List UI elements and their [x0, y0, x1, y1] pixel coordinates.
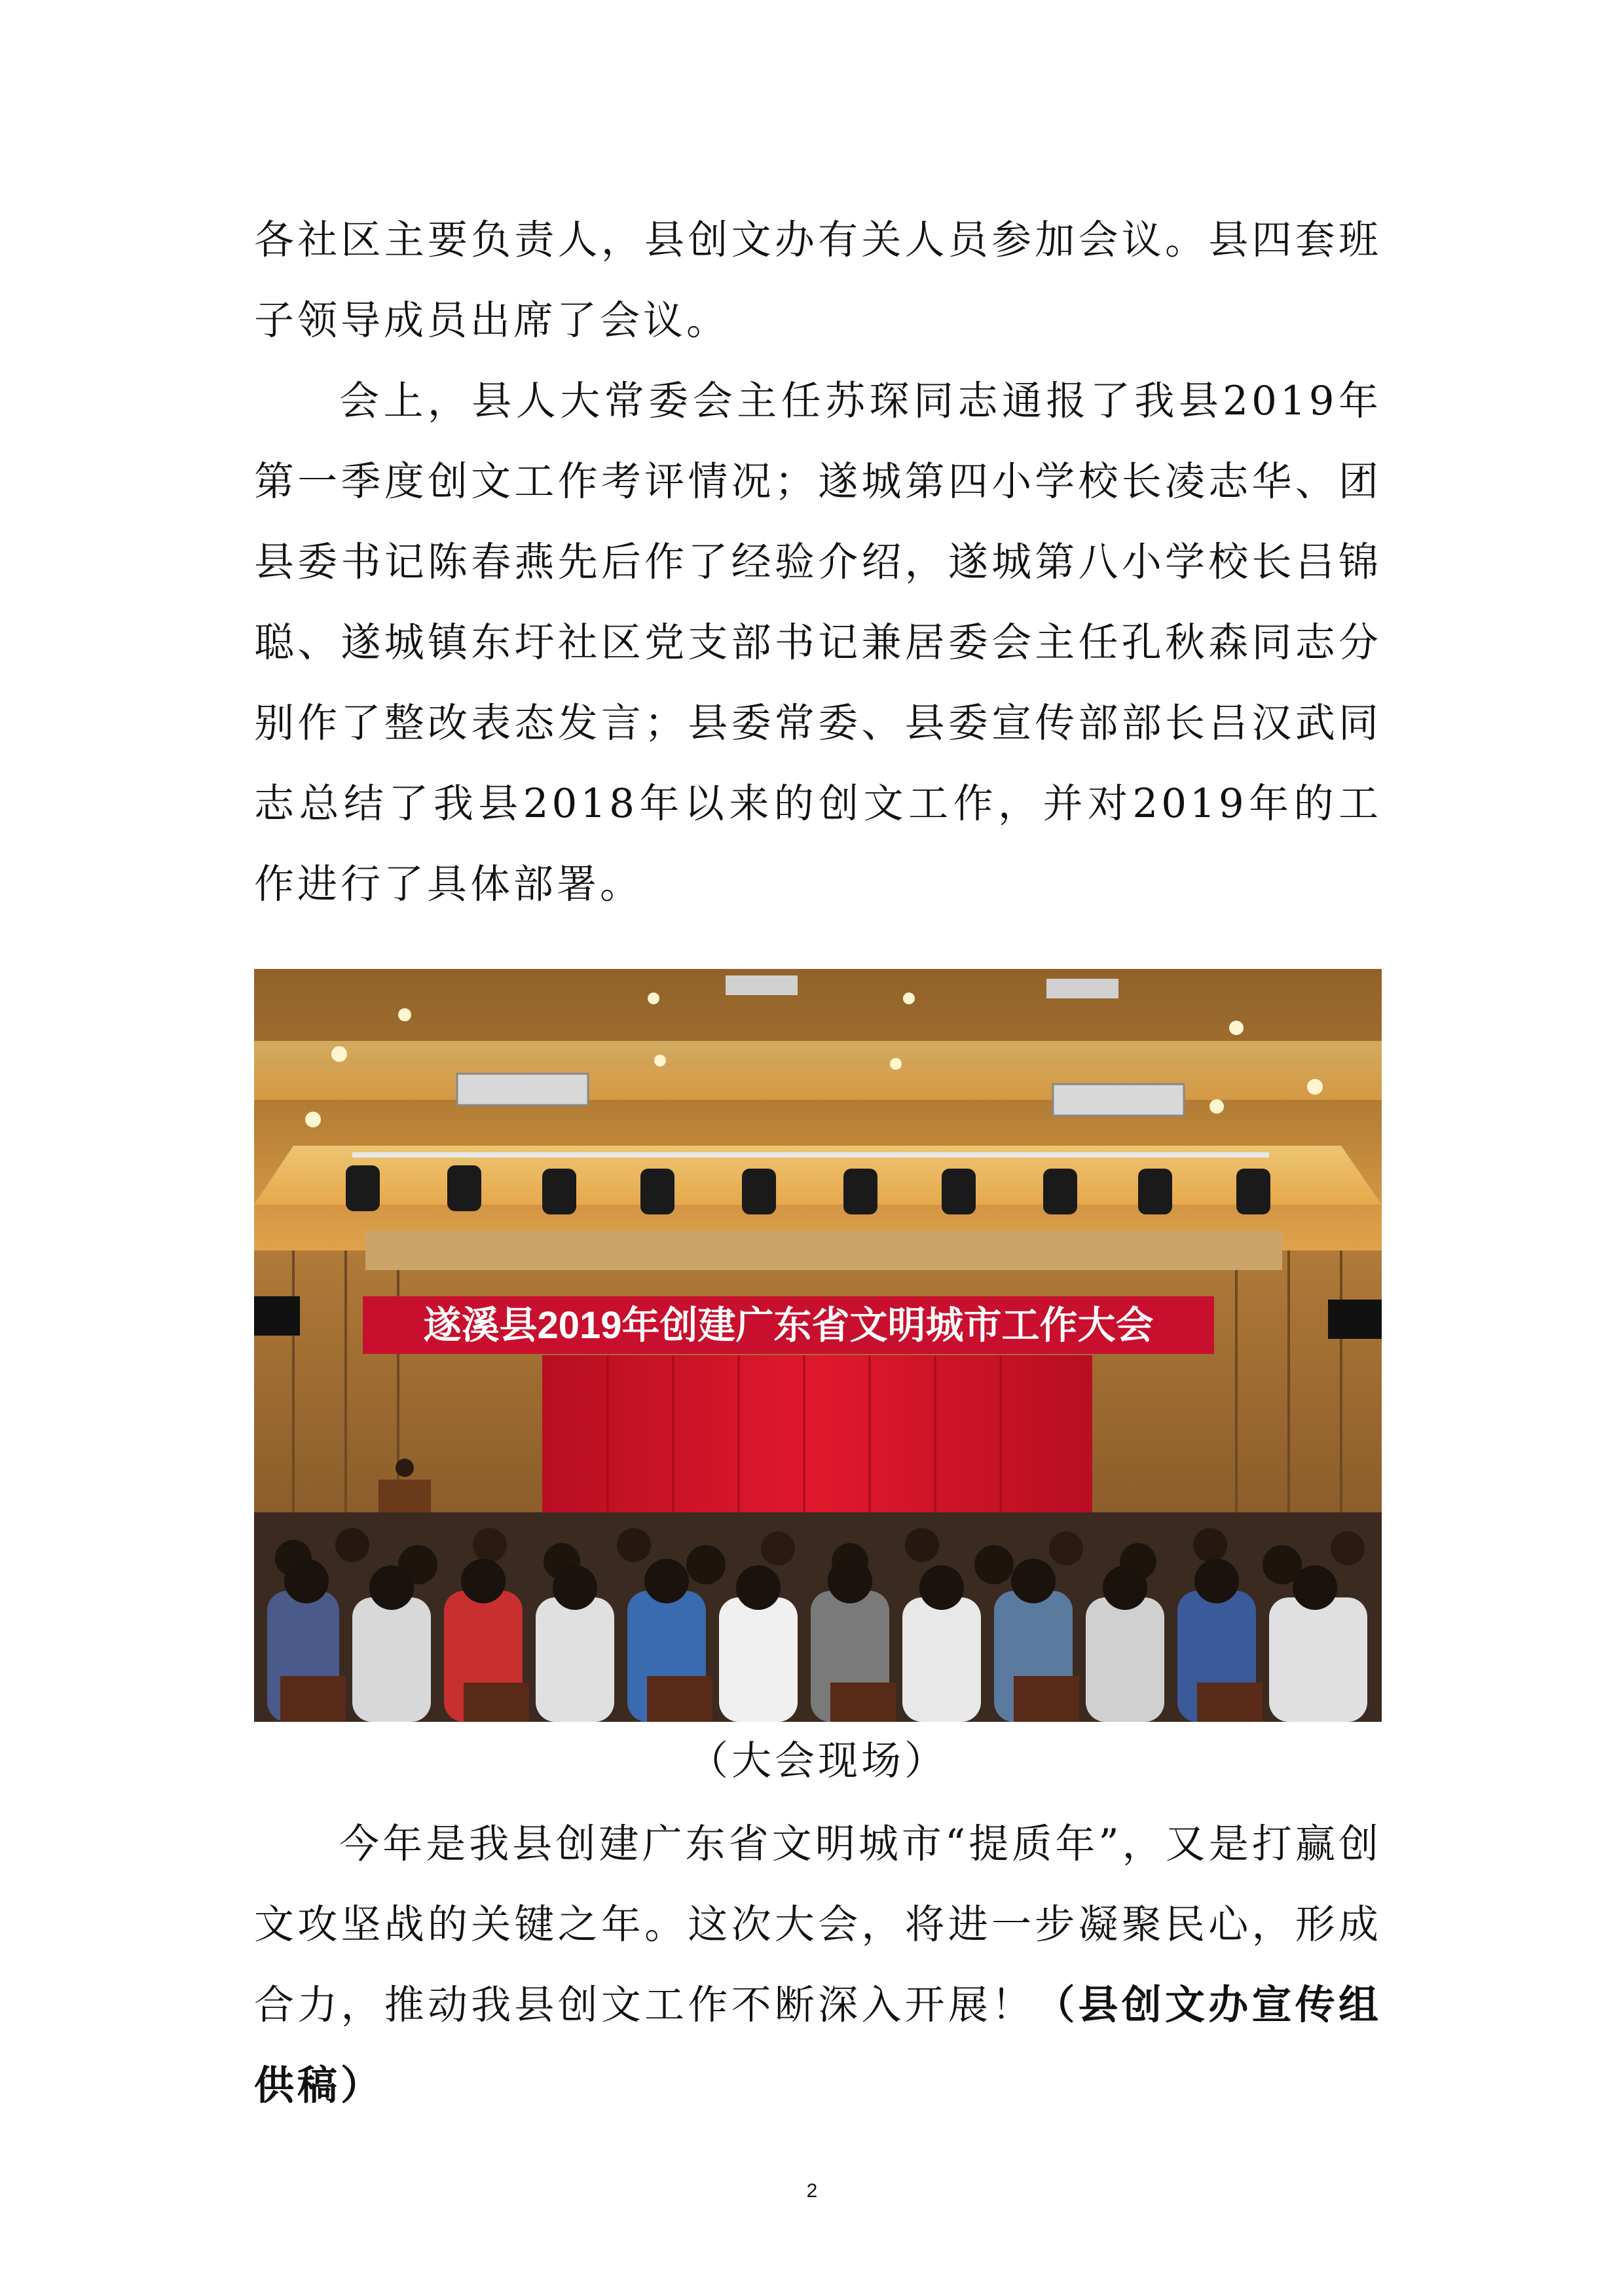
conclusion-text: 今年是我县创建广东省文明城市“提质年”，又是打赢创文攻坚战的关键之年。这次大会，将进一步凝聚民心，形成合力，推动我县创文工作不断深入开展！	[254, 1821, 1382, 2028]
page-number: 2	[806, 2180, 818, 2202]
banner-text: 遂溪县2019年创建广东省文明城市工作大会	[423, 1304, 1154, 1347]
source-signature: （县创文办宣传组供稿）	[254, 1982, 1382, 2109]
paragraph-conclusion	[254, 1804, 1382, 2126]
paragraph-meeting-content: 会上，县人大常委会主任苏琛同志通报了我县2019年第一季度创文工作考评情况；遂城第四小学校长凌志华、团县委书记陈春燕先后作了经验介绍，遂城第八小学校长吕锦聪、遂城镇东圩社区党支部书记兼居委会主任孔秋森同志分别作了整改表态发言；县委常委、县委宣传部部长吕汉武同志总结了我县2018年以来的创文工作，并对2019年的工作进行了具体部署。	[254, 378, 1382, 907]
body-text-end	[254, 1804, 1382, 2126]
conference-photo	[254, 969, 1382, 1722]
paragraph-attendees: 各社区主要负责人，县创文办有关人员参加会议。县四套班子领导成员出席了会议。	[254, 217, 1382, 344]
photo-caption: （大会现场）	[688, 1738, 948, 1784]
body-text-top	[254, 200, 1382, 924]
